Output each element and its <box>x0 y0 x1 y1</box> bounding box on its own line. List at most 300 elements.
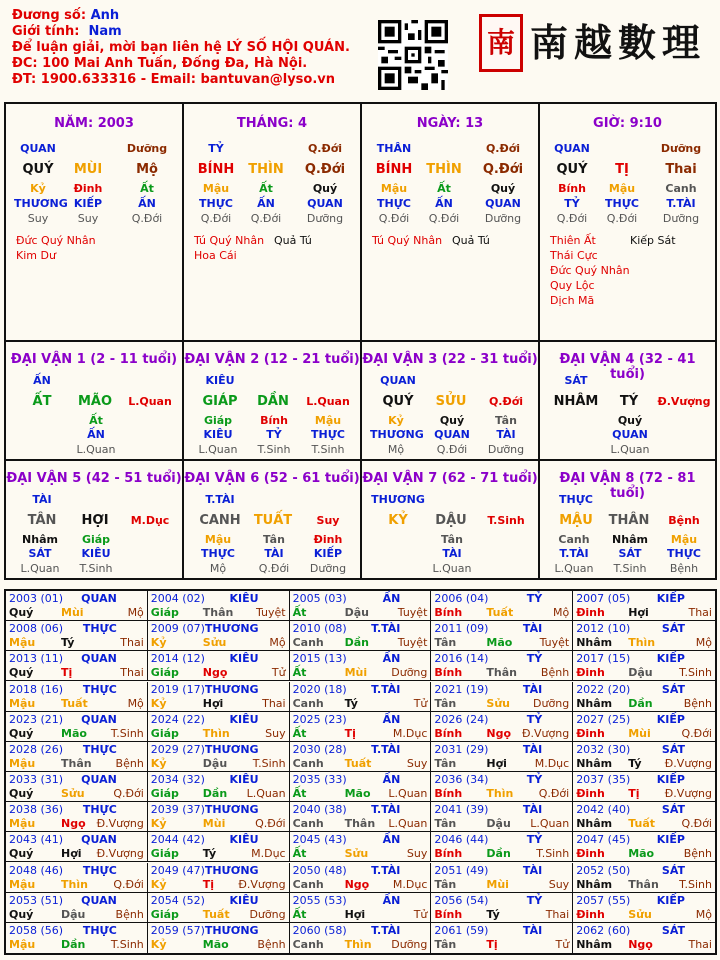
pillar-stage: Dưỡng <box>306 212 344 225</box>
year-chi: Mão <box>344 787 371 800</box>
year-label: 2032 (30) <box>576 742 631 756</box>
year-stage: M.Dục <box>392 877 428 891</box>
year-cell <box>6 621 148 651</box>
dai-van-hidden-stage: T.Sinh <box>79 562 113 575</box>
year-stage: Mộ <box>127 696 144 710</box>
year-cell <box>148 863 290 893</box>
year-label: 2010 (08) <box>292 622 347 636</box>
year-chi: Tị <box>486 937 498 951</box>
year-chi: Tị <box>344 726 356 740</box>
dai-van-stage: Suy <box>316 514 340 527</box>
year-label: 2031 (29) <box>434 742 489 756</box>
pillar-gods: ẤN <box>138 197 156 210</box>
year-label: 2021 (19) <box>434 682 489 696</box>
year-stage: Mộ <box>695 907 712 921</box>
year-chi: Sửu <box>61 787 85 800</box>
year-god: T.TÀI <box>371 622 401 636</box>
year-can: Tân <box>434 877 457 891</box>
address-line: ĐC: 100 Mai Anh Tuấn, Đống Đa, Hà Nội. <box>12 56 308 71</box>
dai-van-title: ĐẠI VẬN 3 (22 - 31 tuổi) <box>362 352 538 367</box>
year-cell <box>431 712 573 742</box>
year-cell <box>148 832 290 862</box>
year-can: Canh <box>292 756 324 770</box>
year-can: Kỷ <box>150 817 167 831</box>
year-can: Đinh <box>576 606 605 619</box>
pillar-stage: Q.Đới <box>606 212 638 225</box>
year-chi: Mão <box>486 636 513 650</box>
pillar-3 <box>362 104 540 342</box>
star-item: Thiên Ất <box>550 234 596 247</box>
year-cell <box>431 621 573 651</box>
year-chi: Sửu <box>486 696 510 710</box>
dai-van-stage: T.Sinh <box>487 514 525 527</box>
year-god: KIẾP <box>656 773 685 786</box>
year-can: Quý <box>9 666 34 680</box>
year-stage: M.Dục <box>392 726 428 740</box>
dai-van-hidden-stage: T.Sinh <box>257 443 291 456</box>
year-cell <box>573 651 715 681</box>
year-chi: Thân <box>61 756 92 770</box>
pillar-stage: Q.Đới <box>200 212 232 225</box>
year-label: 2027 (25) <box>576 712 631 726</box>
year-cell <box>148 682 290 712</box>
pillar-gods: QUAN <box>485 197 521 210</box>
year-chi: Dần <box>486 847 511 861</box>
dai-van-can: TÂN <box>27 513 57 528</box>
dai-van-hidden-god: QUAN <box>434 428 470 441</box>
year-label: 2061 (59) <box>434 923 489 937</box>
pillar-can: QUÝ <box>22 162 54 177</box>
year-god: KIẾP <box>656 652 685 666</box>
year-cell <box>573 621 715 651</box>
pillar-gods: QUAN <box>307 197 343 210</box>
year-stage: Q.Đới <box>538 787 570 800</box>
pillar-hidden: Quý <box>490 182 516 195</box>
dai-van-hidden-stage: L.Quan <box>20 562 60 575</box>
chart-grid <box>4 102 717 580</box>
year-can: Ất <box>292 666 307 680</box>
year-god: THƯƠNG <box>204 923 259 937</box>
year-chi: Thìn <box>628 636 656 650</box>
year-cell <box>290 591 432 621</box>
year-cell <box>431 863 573 893</box>
dai-van-can: QUÝ <box>382 394 414 409</box>
year-god: SÁT <box>661 923 685 937</box>
year-can: Kỷ <box>150 937 167 951</box>
dai-van-hidden: Kỷ <box>388 414 404 427</box>
year-stage: Dưỡng <box>249 907 286 921</box>
year-god: THỰC <box>82 682 117 696</box>
year-chi: Mão <box>202 937 229 951</box>
year-label: 2005 (03) <box>292 592 347 605</box>
dai-van-god: KIÊU <box>205 374 235 387</box>
dai-van-god: T.TÀI <box>205 493 235 506</box>
year-god: ẤN <box>382 592 401 605</box>
year-god: ẤN <box>382 833 401 847</box>
year-stage: Thai <box>688 606 712 619</box>
dai-van-hidden: Đinh <box>313 533 343 546</box>
year-label: 2050 (48) <box>292 863 347 877</box>
dai-van-chi: TÝ <box>619 394 639 409</box>
year-label: 2043 (41) <box>9 833 64 847</box>
dai-van-hidden: Tân <box>263 533 285 546</box>
year-stage: Thai <box>545 907 570 921</box>
dai-van-hidden-stage: L.Quan <box>432 562 472 575</box>
dai-van-god: ẤN <box>33 374 51 387</box>
year-god: ẤN <box>382 773 401 786</box>
year-god: TÀI <box>522 863 543 877</box>
year-chi: Tị <box>628 787 640 800</box>
year-chi: Tuất <box>344 756 372 770</box>
year-stage: Mộ <box>127 606 144 619</box>
year-god: TÀI <box>522 742 543 756</box>
dai-van-hidden-god: QUAN <box>612 428 648 441</box>
year-god: KIÊU <box>229 833 259 847</box>
dai-van-title: ĐẠI VẬN 1 (2 - 11 tuổi) <box>10 352 178 367</box>
year-can: Quý <box>9 726 34 740</box>
dai-van-hidden-god: TÀI <box>442 547 462 560</box>
year-god: KIÊU <box>229 712 259 726</box>
gender-label: Giới tính: <box>12 24 80 39</box>
year-god: THƯƠNG <box>204 742 259 756</box>
dai-van-hidden: Tân <box>441 533 463 546</box>
year-stage: M.Dục <box>534 756 570 770</box>
year-label: 2023 (21) <box>9 712 64 726</box>
year-chi: Mão <box>628 847 655 861</box>
dai-van-can: KỶ <box>388 513 408 528</box>
star-item: Dịch Mã <box>550 294 595 307</box>
year-label: 2013 (11) <box>9 652 64 666</box>
pillar-hidden: Bính <box>558 182 586 195</box>
year-label: 2026 (24) <box>434 712 489 726</box>
year-stage: Đ.Vượng <box>664 787 712 800</box>
year-cell <box>290 651 432 681</box>
year-stage: Thai <box>120 666 144 680</box>
dai-van-hidden-god: TÀI <box>496 428 516 441</box>
year-chi: Thân <box>486 666 517 680</box>
year-god: TÀI <box>522 682 543 696</box>
qr-code-icon <box>378 20 448 90</box>
year-god: TỶ <box>526 592 543 605</box>
dai-van-hidden: Ất <box>89 414 103 427</box>
year-stage: Bệnh <box>540 666 570 680</box>
year-god: QUAN <box>81 773 117 786</box>
year-label: 2044 (42) <box>150 833 205 847</box>
year-can: Quý <box>9 847 34 861</box>
year-label: 2051 (49) <box>434 863 489 877</box>
year-god: KIÊU <box>229 592 259 605</box>
dai-van-hidden-god: T.TÀI <box>559 547 589 560</box>
year-chi: Dần <box>628 696 653 710</box>
year-can: Bính <box>434 847 463 861</box>
dai-van-4 <box>540 342 715 461</box>
year-chi: Ngọ <box>486 726 512 740</box>
pillar-top: Dưỡng <box>126 142 168 155</box>
pillar-title: NGÀY: 13 <box>416 116 484 131</box>
dai-van-hidden-god: KIÊU <box>203 428 233 441</box>
seal-logo: 南 <box>479 14 523 72</box>
dai-van-7 <box>362 461 540 578</box>
year-stage: Đ.Vượng <box>238 877 286 891</box>
pillar-title: THÁNG: 4 <box>236 116 308 131</box>
year-cell <box>573 772 715 802</box>
year-cell <box>431 832 573 862</box>
year-label: 2040 (38) <box>292 803 347 817</box>
year-can: Mậu <box>9 937 36 951</box>
pillar-can: Mộ <box>136 162 158 177</box>
year-can: Giáp <box>150 666 179 680</box>
dai-van-stage: Q.Đới <box>488 395 524 408</box>
year-cell <box>148 802 290 832</box>
year-chi: Mùi <box>202 817 226 831</box>
year-label: 2058 (56) <box>9 923 64 937</box>
year-label: 2033 (31) <box>9 773 64 786</box>
pillar-gods: THỰC <box>605 197 639 210</box>
year-god: TỶ <box>526 712 543 726</box>
year-can: Ất <box>292 726 307 740</box>
dai-van-hidden-god: THƯƠNG <box>370 428 424 441</box>
star-item: Thái Cực <box>550 249 598 262</box>
year-chi: Tị <box>202 877 215 891</box>
year-label: 2037 (35) <box>576 773 631 786</box>
year-can: Canh <box>292 937 324 951</box>
pillar-4 <box>540 104 715 342</box>
year-god: SÁT <box>661 863 685 877</box>
year-can: Ất <box>292 847 307 861</box>
pillar-top: QUAN <box>20 142 56 155</box>
year-label: 2062 (60) <box>576 923 631 937</box>
year-label: 2047 (45) <box>576 833 631 847</box>
year-cell <box>573 682 715 712</box>
year-can: Kỷ <box>150 877 167 891</box>
pillar-top: Dưỡng <box>660 142 702 155</box>
year-stage: T.Sinh <box>679 877 712 891</box>
year-can: Bính <box>434 726 463 740</box>
year-cell <box>290 742 432 772</box>
year-cell <box>148 742 290 772</box>
year-chi: Tý <box>61 636 75 650</box>
year-can: Nhâm <box>576 817 613 831</box>
year-chi: Dần <box>61 937 86 951</box>
dai-van-title: ĐẠI VẬN 8 (72 - 81 tuổi) <box>559 471 696 501</box>
year-label: 2024 (22) <box>150 712 205 726</box>
dai-van-hidden: Bính <box>260 414 288 427</box>
year-label: 2039 (37) <box>150 803 205 817</box>
pillar-can: Q.Đới <box>482 162 524 177</box>
pillar-title: GIỜ: 9:10 <box>593 116 662 131</box>
year-god: KIÊU <box>229 893 259 907</box>
year-label: 2004 (02) <box>150 592 205 605</box>
pillar-stage: Q.Đới <box>378 212 410 225</box>
year-stage: Bệnh <box>683 847 712 861</box>
year-chi: Thân <box>202 606 234 619</box>
year-can: Canh <box>292 696 324 710</box>
year-chi: Ngọ <box>202 666 228 680</box>
year-can: Đinh <box>576 666 605 680</box>
year-can: Tân <box>434 636 457 650</box>
pillar-stage: Suy <box>77 212 99 225</box>
pillar-can: QUÝ <box>556 162 588 177</box>
pillar-top: Q.Đới <box>485 142 521 155</box>
year-stage: Mộ <box>552 606 570 619</box>
dai-van-hidden-stage: Mộ <box>387 443 405 456</box>
dai-van-god: THƯƠNG <box>371 493 425 506</box>
dai-van-2 <box>184 342 362 461</box>
year-cell <box>148 621 290 651</box>
year-god: TỶ <box>526 833 543 847</box>
year-label: 2046 (44) <box>434 833 489 847</box>
year-chi: Thìn <box>486 787 514 800</box>
year-label: 2057 (55) <box>576 893 631 907</box>
year-god: TỶ <box>526 773 543 786</box>
year-stage: T.Sinh <box>536 847 570 861</box>
year-stage: Bệnh <box>115 907 144 921</box>
year-cell <box>6 772 148 802</box>
pillar-stage: Suy <box>27 212 49 225</box>
year-stage: L.Quan <box>246 787 286 800</box>
dai-van-can: ẤT <box>32 394 52 409</box>
year-stage: Tử <box>271 666 286 680</box>
year-stage: Mộ <box>269 636 286 650</box>
year-stage: M.Dục <box>251 847 286 861</box>
year-stage: Suy <box>265 726 286 740</box>
dai-van-stage: Đ.Vượng <box>657 395 711 408</box>
year-can: Bính <box>434 606 463 619</box>
year-can: Quý <box>9 907 34 921</box>
year-chi: Sửu <box>344 847 369 861</box>
year-can: Mậu <box>9 696 36 710</box>
year-stage: Bệnh <box>683 696 712 710</box>
year-god: KIẾP <box>656 712 685 726</box>
dai-van-hidden-stage: L.Quan <box>554 562 594 575</box>
year-can: Giáp <box>150 847 179 861</box>
dai-van-title: ĐẠI VẬN 5 (42 - 51 tuổi) <box>6 471 182 486</box>
year-label: 2019 (17) <box>150 682 205 696</box>
year-label: 2022 (20) <box>576 682 631 696</box>
pillar-hidden: Đinh <box>73 182 103 195</box>
year-god: SÁT <box>661 622 685 636</box>
year-label: 2042 (40) <box>576 803 631 817</box>
pillar-stage: Q.Đới <box>250 212 282 225</box>
year-stage: Q.Đới <box>113 877 144 891</box>
year-cell <box>290 893 432 923</box>
year-god: THƯƠNG <box>204 863 259 877</box>
pillar-hidden: Ất <box>140 182 154 195</box>
pillar-can: Thai <box>665 162 697 177</box>
year-can: Giáp <box>150 787 179 800</box>
year-chi: Tý <box>202 847 217 861</box>
year-can: Quý <box>9 787 34 800</box>
year-god: ẤN <box>382 712 401 726</box>
star-item: Tú Quý Nhân <box>372 234 443 247</box>
year-cell <box>148 712 290 742</box>
dai-van-chi: THÂN <box>608 513 650 528</box>
pillar-can: THÌN <box>426 162 462 177</box>
year-cell <box>6 651 148 681</box>
brand-logo-text: 南越數理 <box>530 20 707 65</box>
dai-van-5 <box>6 461 184 578</box>
pillar-stage: Q.Đới <box>428 212 460 225</box>
year-god: KIẾP <box>656 833 685 847</box>
year-label: 2007 (05) <box>576 592 631 605</box>
dai-van-hidden-stage: Dưỡng <box>487 443 525 456</box>
year-god: THỰC <box>82 863 117 877</box>
year-can: Tân <box>434 696 457 710</box>
dai-van-hidden-stage: T.Sinh <box>311 443 345 456</box>
owner-label: Đương số: <box>12 8 87 23</box>
year-stage: Dưỡng <box>533 696 570 710</box>
dai-van-title: ĐẠI VẬN 4 (32 - 41 tuổi) <box>559 352 696 382</box>
year-label: 2020 (18) <box>292 682 347 696</box>
dai-van-hidden: Mậu <box>314 414 342 427</box>
year-stage: Suy <box>406 756 428 770</box>
pillar-top: Q.Đới <box>307 142 343 155</box>
dai-van-can: GIÁP <box>202 394 238 409</box>
year-chi: Dần <box>344 636 369 650</box>
year-chi: Hợi <box>61 847 82 861</box>
pillar-can: BÍNH <box>197 162 235 177</box>
year-cell <box>431 682 573 712</box>
year-can: Nhâm <box>576 636 613 650</box>
year-stage: Bệnh <box>115 756 144 770</box>
year-can: Nhâm <box>576 756 613 770</box>
pillar-hidden: Mậu <box>608 182 636 195</box>
year-stage: Tuyệt <box>397 606 428 619</box>
star-item: Kiếp Sát <box>630 234 676 247</box>
year-god: TÀI <box>522 803 543 817</box>
dai-van-1 <box>6 342 184 461</box>
year-chi: Tị <box>61 666 73 680</box>
year-chi: Thìn <box>61 877 88 891</box>
owner-name: Anh <box>90 8 120 23</box>
dai-van-chi: SỬU <box>435 394 467 409</box>
year-god: QUAN <box>81 652 117 666</box>
pillar-can: TỊ <box>615 162 629 177</box>
dai-van-hidden: Nhâm <box>612 533 648 546</box>
dai-van-god: TÀI <box>32 493 52 506</box>
dai-van-chi: TUẤT <box>253 513 293 528</box>
year-god: QUAN <box>81 893 117 907</box>
year-cell <box>148 651 290 681</box>
year-stage: L.Quan <box>530 817 570 831</box>
year-god: QUAN <box>81 712 117 726</box>
dai-van-hidden-stage: Mộ <box>209 562 227 575</box>
pillar-gods: THƯƠNG <box>14 197 68 210</box>
year-cell <box>6 863 148 893</box>
star-item: Hoa Cái <box>194 249 237 262</box>
year-chi: Tý <box>486 907 500 921</box>
year-chi: Ngọ <box>344 877 370 891</box>
year-stage: Tuyệt <box>397 636 428 650</box>
year-can: Ất <box>292 606 307 619</box>
year-can: Ất <box>292 907 307 921</box>
year-stage: Q.Đới <box>681 726 712 740</box>
year-label: 2056 (54) <box>434 893 489 907</box>
year-can: Mậu <box>9 636 36 650</box>
header-info <box>12 8 350 88</box>
dai-van-title: ĐẠI VẬN 2 (12 - 21 tuổi) <box>184 352 360 367</box>
dai-van-chi: DẦN <box>257 394 289 409</box>
year-can: Nhâm <box>576 696 613 710</box>
year-can: Tân <box>434 756 457 770</box>
dai-van-stage: M.Dục <box>130 514 170 527</box>
dai-van-stage: Bệnh <box>668 514 700 527</box>
year-can: Canh <box>292 817 324 831</box>
dai-van-title: ĐẠI VẬN 7 (62 - 71 tuổi) <box>362 471 538 486</box>
year-god: SÁT <box>661 682 685 696</box>
year-cell <box>6 682 148 712</box>
dai-van-hidden-stage: Q.Đới <box>436 443 468 456</box>
